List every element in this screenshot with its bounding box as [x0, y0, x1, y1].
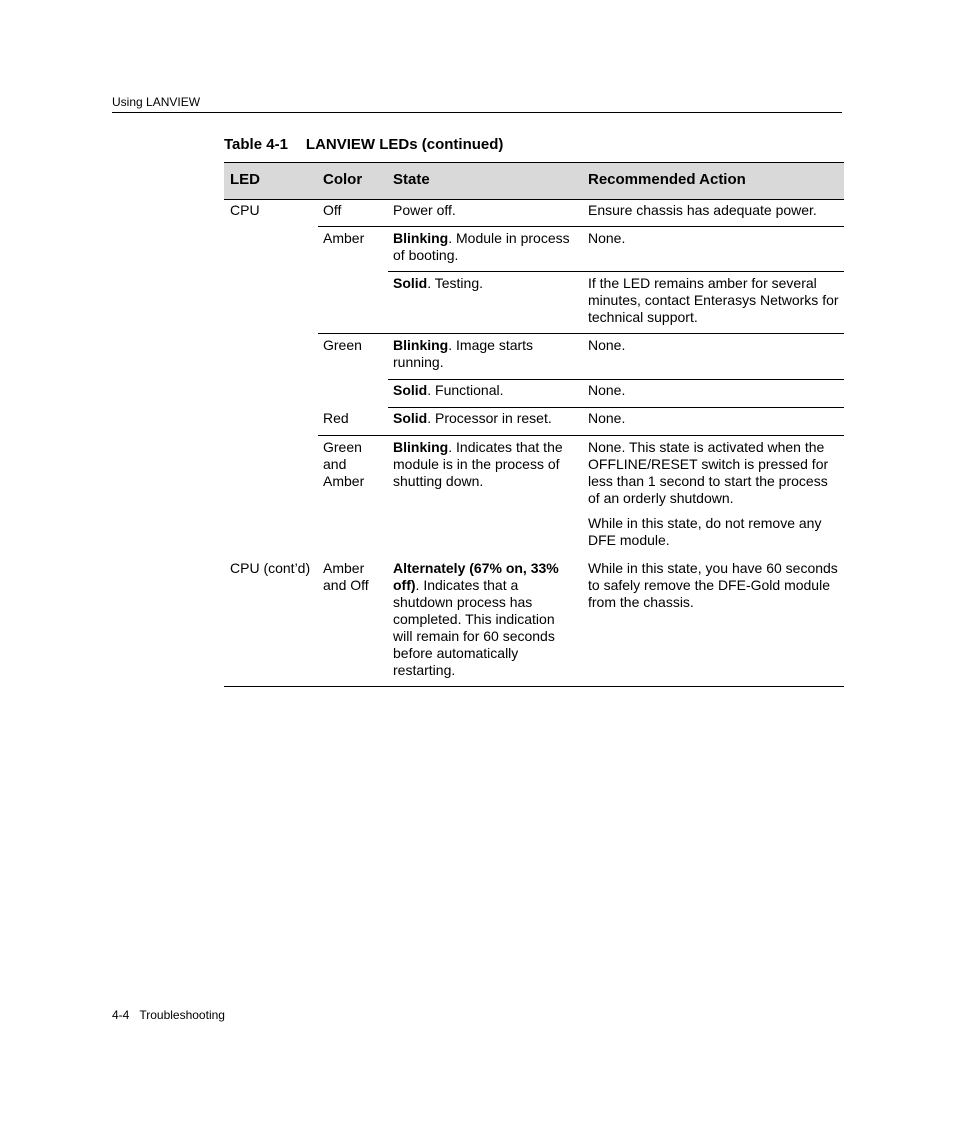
action-cell: If the LED remains amber for several minutes, contact Enterasys Networks for technical support. [588, 275, 839, 325]
page-footer [112, 1008, 225, 1022]
color-cell: Amber and Off [323, 560, 369, 593]
row-divider [318, 226, 844, 227]
column-header-state: State [393, 171, 430, 188]
table-number: Table 4-1 [224, 136, 288, 153]
state-cell: Blinking. Module in process of booting. [393, 230, 570, 263]
action-cell-note: While in this state, do not remove any DFE module. [588, 515, 822, 548]
action-cell: None. [588, 230, 626, 246]
page-number: 4-4 [112, 1008, 130, 1022]
state-cell: Power off. [393, 202, 456, 218]
row-divider [388, 271, 844, 272]
state-cell: Solid. Testing. [393, 275, 484, 291]
led-cell: CPU [230, 202, 260, 218]
state-cell: Blinking. Indicates that the module is in the process of shutting down. [393, 439, 563, 489]
led-cell: CPU (cont’d) [230, 560, 311, 576]
state-cell: Solid. Processor in reset. [393, 410, 552, 426]
row-divider [318, 333, 844, 334]
color-cell: Green and Amber [323, 439, 365, 489]
table-bottom-rule [224, 686, 844, 687]
table-caption [224, 136, 503, 153]
color-cell: Red [323, 410, 349, 426]
led-table [224, 162, 844, 678]
color-cell: Off [323, 202, 342, 218]
color-cell: Amber [323, 230, 365, 246]
table-header-row [224, 162, 844, 200]
state-cell: Alternately (67% on, 33% off). Indicates that a shutdown process has completed. This indication will remain for 60 seconds before automatically restarting. [393, 560, 559, 678]
action-cell: None. This state is activated when the OFFLINE/RESET switch is pressed for less than 1 second to start the process of an orderly shutdown. [588, 439, 829, 506]
column-header-led: LED [230, 171, 260, 188]
action-cell: Ensure chassis has adequate power. [588, 202, 817, 218]
header-rule [112, 112, 842, 113]
row-divider [318, 435, 844, 436]
row-divider [388, 407, 844, 408]
action-cell: None. [588, 382, 626, 398]
action-cell: While in this state, you have 60 seconds to safely remove the DFE-Gold module from the chassis. [588, 560, 838, 610]
footer-section: Troubleshooting [139, 1008, 225, 1022]
column-header-action: Recommended Action [588, 171, 746, 188]
action-cell: None. [588, 410, 626, 426]
color-cell: Green [323, 337, 362, 353]
row-divider [388, 379, 844, 380]
action-cell: None. [588, 337, 626, 353]
state-cell: Solid. Functional. [393, 382, 504, 398]
column-header-color: Color [323, 171, 363, 188]
table-title: LANVIEW LEDs (continued) [305, 136, 504, 153]
running-head: Using LANVIEW [112, 95, 201, 109]
state-cell: Blinking. Image starts running. [393, 337, 534, 370]
